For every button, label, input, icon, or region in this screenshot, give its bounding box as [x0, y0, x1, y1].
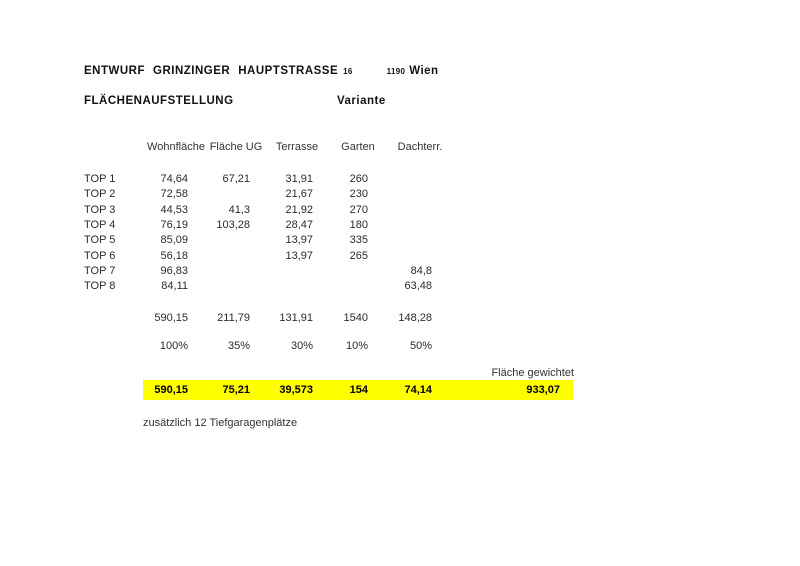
- column-header-flaeche-ug: Fläche UG: [209, 141, 263, 153]
- title-word-street: GRINZINGER: [153, 65, 231, 77]
- totals-row: [84, 312, 584, 325]
- cell-terrasse: 21,67: [285, 188, 313, 200]
- table-row-top-5: [84, 234, 584, 247]
- cell-wohnflaeche: 44,53: [160, 204, 188, 216]
- cell-wohnflaeche: 76,19: [160, 219, 188, 231]
- weighted-total: 933,07: [526, 384, 560, 396]
- weighted-dachterr: 74,14: [404, 384, 432, 396]
- garage-note: zusätzlich 12 Tiefgaragenplätze: [143, 417, 298, 429]
- weighted-row: [84, 384, 584, 397]
- row-label: TOP 2: [84, 188, 116, 200]
- total-garten: 1540: [343, 312, 368, 324]
- cell-terrasse: 31,91: [285, 173, 313, 185]
- cell-garten: 230: [349, 188, 368, 200]
- row-label: TOP 5: [84, 234, 116, 246]
- cell-wohnflaeche: 56,18: [160, 250, 188, 262]
- cell-terrasse: 13,97: [285, 234, 313, 246]
- pct-terrasse: 30%: [290, 340, 313, 352]
- title-word-street2: HAUPTSTRASSE: [238, 65, 339, 77]
- percentages-row: [84, 340, 584, 353]
- table-row-top-6: [84, 250, 584, 263]
- column-header-dachterr: Dachterr.: [397, 141, 443, 153]
- cell-garten: 335: [349, 234, 368, 246]
- weighted-wohnflaeche: 590,15: [154, 384, 188, 396]
- cell-wohnflaeche: 74,64: [160, 173, 188, 185]
- cell-flaeche-ug: 41,3: [228, 204, 250, 216]
- row-label: TOP 3: [84, 204, 116, 216]
- pct-garten: 10%: [345, 340, 368, 352]
- variant-label: Variante: [337, 95, 386, 107]
- cell-wohnflaeche: 84,11: [161, 280, 188, 292]
- total-wohnflaeche: 590,15: [154, 312, 188, 324]
- cell-garten: 270: [349, 204, 368, 216]
- column-header-wohnflaeche: Wohnfläche: [147, 141, 205, 153]
- weighted-terrasse: 39,573: [279, 384, 313, 396]
- cell-garten: 180: [349, 219, 368, 231]
- total-flaeche-ug: 211,79: [217, 312, 250, 324]
- cell-terrasse: 28,47: [285, 219, 313, 231]
- total-dachterr: 148,28: [398, 312, 432, 324]
- cell-terrasse: 13,97: [285, 250, 313, 262]
- cell-dachterr: 84,8: [410, 265, 432, 277]
- table-row-top-7: [84, 265, 584, 278]
- row-label: TOP 6: [84, 250, 116, 262]
- title-word-entwurf: ENTWURF: [84, 65, 145, 77]
- cell-wohnflaeche: 96,83: [160, 265, 188, 277]
- row-label: TOP 1: [84, 173, 116, 185]
- weighted-area-label: Fläche gewichtet: [491, 367, 574, 379]
- pct-flaeche-ug: 35%: [227, 340, 250, 352]
- postal-code: 1190: [386, 67, 406, 76]
- column-header-terrasse: Terrasse: [275, 141, 319, 153]
- table-row-top-1: [84, 173, 584, 186]
- pct-dachterr: 50%: [409, 340, 432, 352]
- cell-garten: 260: [349, 173, 368, 185]
- cell-garten: 265: [349, 250, 368, 262]
- table-header-row: [84, 141, 584, 154]
- cell-wohnflaeche: 85,09: [160, 234, 188, 246]
- cell-terrasse: 21,92: [285, 204, 313, 216]
- house-number: 16: [343, 67, 353, 76]
- section-title: FLÄCHENAUFSTELLUNG: [84, 95, 234, 107]
- cell-wohnflaeche: 72,58: [160, 188, 188, 200]
- cell-dachterr: 63,48: [404, 280, 432, 292]
- row-label: TOP 7: [84, 265, 116, 277]
- cell-flaeche-ug: 67,21: [222, 173, 250, 185]
- city: Wien: [409, 65, 439, 77]
- column-header-garten: Garten: [341, 141, 375, 153]
- weighted-garten: 154: [349, 384, 368, 396]
- row-label: TOP 4: [84, 219, 116, 231]
- table-row-top-2: [84, 188, 584, 201]
- cell-flaeche-ug: 103,28: [216, 219, 250, 231]
- table-row-top-4: [84, 219, 584, 232]
- document-title: [84, 65, 439, 77]
- weighted-flaeche-ug: 75,21: [222, 384, 250, 396]
- pct-wohnflaeche: 100%: [159, 340, 188, 352]
- table-row-top-8: [84, 280, 584, 293]
- total-terrasse: 131,91: [279, 312, 313, 324]
- row-label: TOP 8: [84, 280, 116, 292]
- table-row-top-3: [84, 204, 584, 217]
